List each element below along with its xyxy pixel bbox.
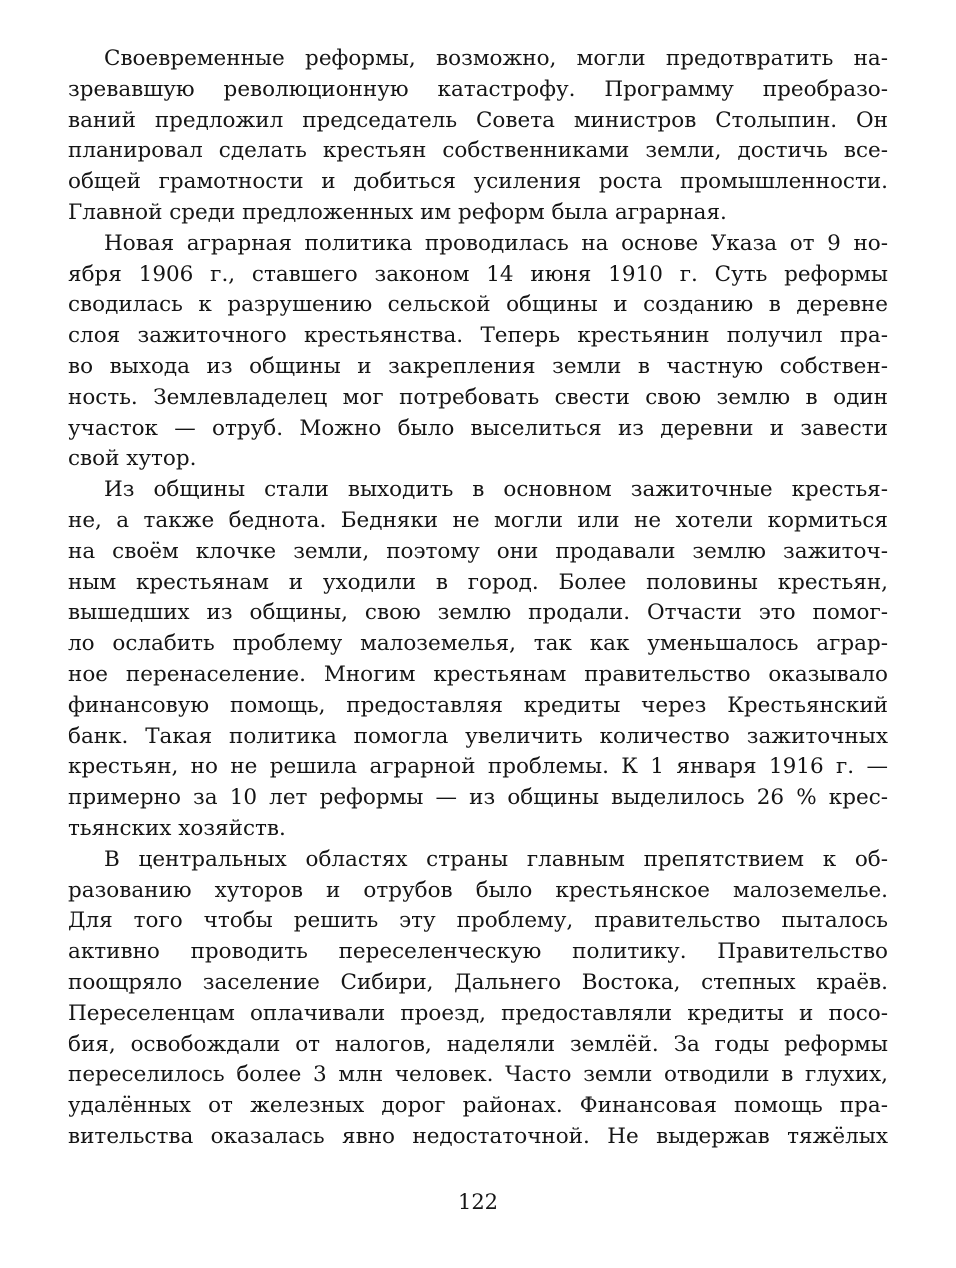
text-line: не, а также беднота. Бедняки не могли или не хотели кормиться xyxy=(68,507,888,533)
paragraph-container xyxy=(68,44,888,1153)
text-line: во выхода из общины и закрепления земли в частную собствен- xyxy=(68,353,888,379)
text-line: В центральных областях страны главным препятствием к об- xyxy=(104,846,888,872)
text-line: ваний предложил председатель Совета министров Столыпин. Он xyxy=(68,107,888,133)
text-line: бия, освобождали от налогов, наделяли землёй. За годы реформы xyxy=(68,1031,888,1057)
text-line: ное перенаселение. Многим крестьянам правительство оказывало xyxy=(68,661,888,687)
text-line: ным крестьянам и уходили в город. Более половины крестьян, xyxy=(68,569,888,595)
body-text xyxy=(68,44,888,1153)
text-line: Своевременные реформы, возможно, могли предотвратить на- xyxy=(104,46,888,71)
paragraph xyxy=(68,845,888,1153)
text-line: Новая аграрная политика проводилась на основе Указа от 9 но- xyxy=(104,230,888,256)
text-line: Из общины стали выходить в основном зажиточные крестья- xyxy=(104,477,888,503)
text-line: зревавшую революционную катастрофу. Программу преобразо- xyxy=(68,76,888,102)
text-line: слоя зажиточного крестьянства. Теперь крестьянин получил пра- xyxy=(68,323,888,349)
text-line: тьянских хозяйств. xyxy=(68,815,286,841)
text-line: свой хутор. xyxy=(68,446,197,472)
text-line: активно проводить переселенческую политику. Правительство xyxy=(68,939,888,965)
text-line: участок — отруб. Можно было выселиться из деревни и завести xyxy=(68,415,888,441)
text-line: ября 1906 г., ставшего законом 14 июня 1910 г. Суть реформы xyxy=(68,261,888,287)
text-line: примерно за 10 лет реформы — из общины выделилось 26 % крес- xyxy=(68,785,888,811)
page-number: 122 xyxy=(457,1190,499,1214)
text-line: планировал сделать крестьян собственниками земли, достичь все- xyxy=(68,138,888,164)
text-line: вительства оказалась явно недостаточной. Не выдержав тяжёлых xyxy=(68,1123,888,1149)
text-line: банк. Такая политика помогла увеличить количество зажиточных xyxy=(68,723,888,749)
text-line: вышедших из общины, свою землю продали. Отчасти это помог- xyxy=(68,600,888,626)
text-line: удалённых от железных дорог районах. Финансовая помощь пра- xyxy=(68,1093,888,1119)
text-line: разованию хуторов и отрубов было крестьянское малоземелье. xyxy=(68,877,888,903)
text-line: крестьян, но не решила аграрной проблемы. К 1 января 1916 г. — xyxy=(68,754,888,780)
text-line: на своём клочке земли, поэтому они продавали землю зажиточ- xyxy=(68,538,888,564)
text-line: ность. Землевладелец мог потребовать свести свою землю в один xyxy=(68,384,888,410)
text-line: поощряло заселение Сибири, Дальнего Востока, степных краёв. xyxy=(68,969,888,995)
text-line: Для того чтобы решить эту проблему, правительство пыталось xyxy=(68,908,888,934)
text-line: Переселенцам оплачивали проезд, предоставляли кредиты и посо- xyxy=(68,1000,888,1026)
text-line: ло ослабить проблему малоземелья, так как уменьшалось аграр- xyxy=(68,631,888,657)
text-line: переселилось более 3 млн человек. Часто земли отводили в глухих, xyxy=(68,1062,888,1088)
paragraph xyxy=(68,44,888,229)
paragraph xyxy=(68,475,888,845)
paragraph xyxy=(68,229,888,475)
text-line: общей грамотности и добиться усиления роста промышленности. xyxy=(68,169,888,195)
text-line: Главной среди предложенных им реформ была аграрная. xyxy=(68,199,727,225)
text-line: сводилась к разрушению сельской общины и созданию в деревне xyxy=(68,292,888,318)
text-line: финансовую помощь, предоставляя кредиты через Крестьянский xyxy=(68,692,888,718)
